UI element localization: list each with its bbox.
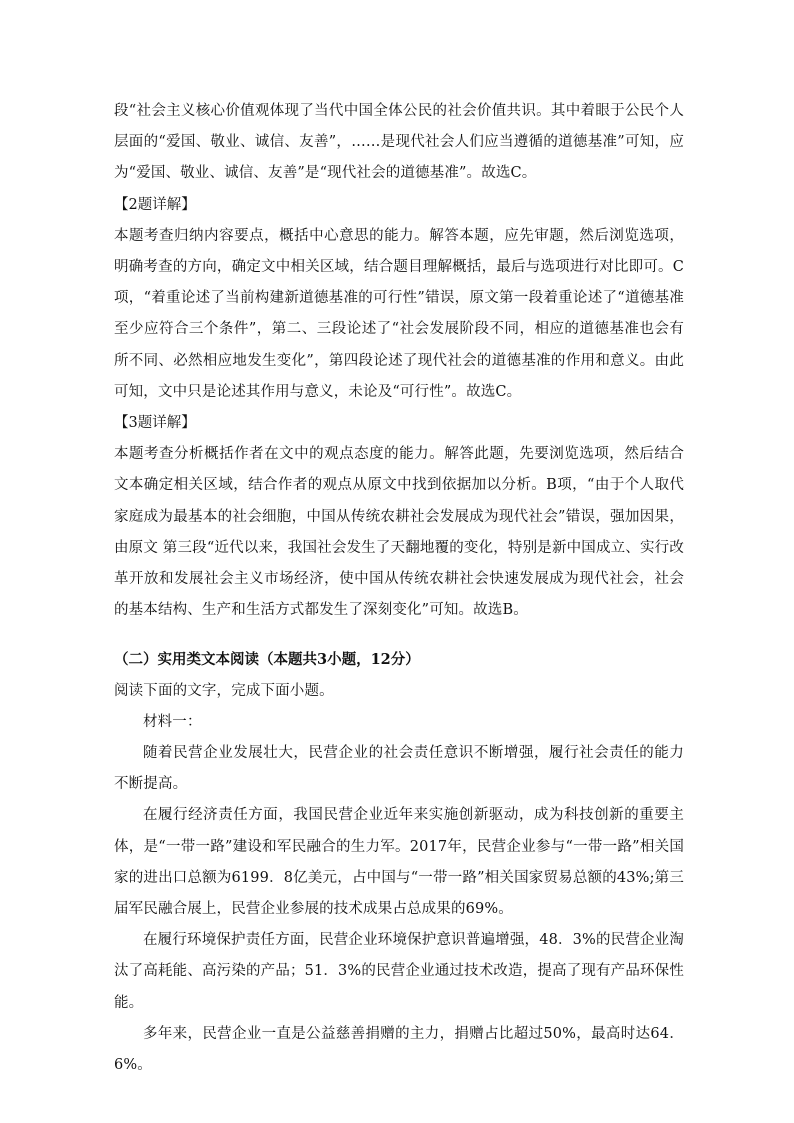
material-paragraph-1: 随着民营企业发展壮大，民营企业的社会责任意识不断增强，履行社会责任的能力不断提高。 — [114, 745, 684, 793]
question2-detail-heading: 【2题详解】 — [114, 196, 196, 213]
reading-instruction: 阅读下面的文字，完成下面小题。 — [114, 682, 334, 699]
material-paragraph-4: 多年来，民营企业一直是公益慈善捐赠的主力，捐赠占比超过50%，最高时达64．6%。 — [114, 1025, 684, 1074]
material-paragraph-3: 在履行环境保护责任方面，民营企业环境保护意识普遍增强，48．3%的民营企业淘汰了高耗能、高污染的产品；51．3%的民营企业通过技术改造，提高了现有产品环保性能。 — [114, 932, 684, 1011]
question3-detail-paragraph: 本题考查分析概括作者在文中的观点态度的能力。解答此题，先要浏览选项，然后结合文本确定相关区域，结合作者的观点从原文中找到依据加以分析。B项，“由于个人取代家庭成为最基本的社会细胞，中国从传统农耕社会发展成为现代社会”错误，强加因果，由原文 第三段“近代以来，我国社会发生了天翻地覆的变化，特别是新中国成立、实行改革开放和发展社会主义市场经济，使中国从传统农耕社会快速发展成为现代社会，社会的基本结构、生产和生活方式都发生了深刻变化”可知。故选B。 — [114, 446, 684, 619]
material-one-label: 材料一： — [143, 713, 202, 730]
question3-detail-heading: 【3题详解】 — [114, 415, 196, 432]
document-page — [114, 96, 684, 1081]
practical-text-section-title: （二）实用类文本阅读（本题共3小题，12分） — [114, 651, 420, 669]
question2-detail-paragraph: 本题考查归纳内容要点，概括中心意思的能力。解答本题，应先审题，然后浏览选项，明确考查的方向，确定文中相关区域，结合题目理解概括，最后与选项进行对比即可。C项，“着重论述了当前构建新道德基准的可行性”错误，原文第一段着重论述了“道德基准至少应符合三个条件”，第二、三段论述了“社会发展阶段不同，相应的道德基准也会有所不同、必然相应地发生变化”，第四段论述了现代社会的道德基准的作用和意义。由此可知，文中只是论述其作用与意义，未论及“可行性”。故选C。 — [114, 227, 684, 400]
answer1-continuation-paragraph: 段“社会主义核心价值观体现了当代中国全体公民的社会价值共识。其中着眼于公民个人层面的“爱国、敬业、诚信、友善”，……是现代社会人们应当遵循的道德基准”可知，应为“爱国、敬业、诚信、友善”是“现代社会的道德基准”。故选C。 — [114, 103, 684, 182]
material-paragraph-2: 在履行经济责任方面，我国民营企业近年来实施创新驱动，成为科技创新的重要主体，是“一带一路”建设和军民融合的生力军。2017年，民营企业参与“一带一路”相关国家的进出口总额为6199．8亿美元，占中国与“一带一路”相关国家贸易总额的43%;第三届军民融合展上，民营企业参展的技术成果占总成果的69%。 — [114, 807, 684, 918]
